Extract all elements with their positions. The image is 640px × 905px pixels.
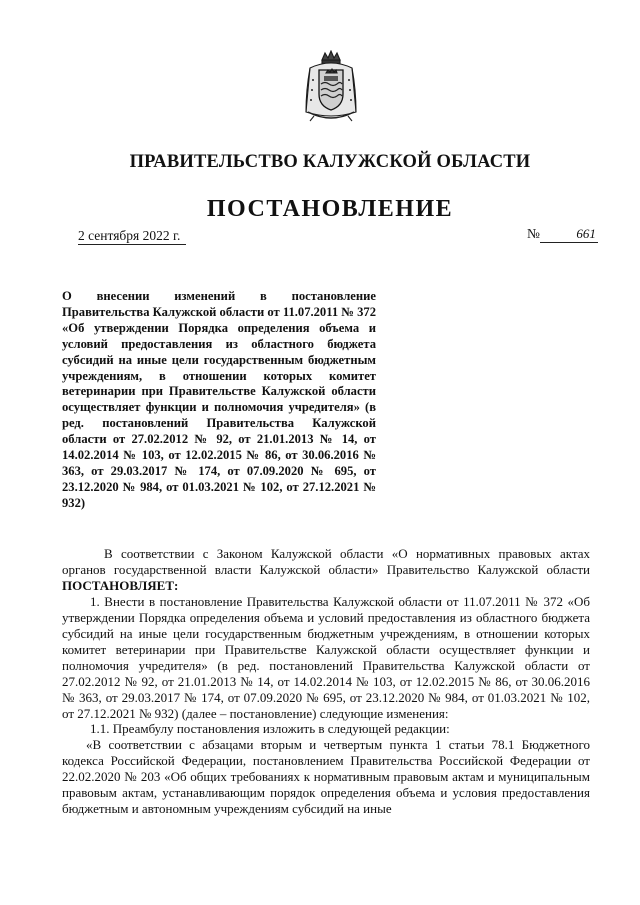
document-subject: О внесении изменений в постановление Правительства Калужской области от 11.07.2011 № 372 «Об утверждении Порядка определения объема и условий предоставления из областного бюджета субсидий на иные цели государственным бюджетным учреждениям, в отношении которых комитет ветеринарии при Правительстве Калужской области осуществляет функции и полномочия учредителя» (в ред. постановлений Правительства Калужской области от 27.02.2012 № 92, от 21.01.2013 № 14, от 14.02.2014 № 103, от 12.02.2015 № 86, от 30.06.2016 № 363, от 29.03.2017 № 174, от 07.09.2020 № 695, от 23.12.2020 № 984, от 01.03.2021 № 102, от 27.12.2021 № 932) [62,289,376,510]
document-date: 2 сентября 2022 г. [78,228,186,245]
government-title: ПРАВИТЕЛЬСТВО КАЛУЖСКОЙ ОБЛАСТИ [129,152,531,172]
item-1-paragraph: 1. Внести в постановление Правительства Калужской области от 11.07.2011 № 372 «Об утверждении Порядка определения объема и условий предоставления из областного бюджета субсидий на иные цели государственным бюджетным учреждениям, в отношении которых комитет ветеринарии при Правительстве Калужской области осуществляет функции и полномочия учредителя» (в ред. постановлений Правительства Калужской области от 27.02.2012 № 92, от 21.01.2013 № 14, от 14.02.2014 № 103, от 12.02.2015 № 86, от 30.06.2016 № 363, от 29.03.2017 № 174, от 07.09.2020 № 695, от 23.12.2020 № 984, от 01.03.2021 № 102, от 27.12.2021 № 932) (далее – постановление) следующие изменения: [62,593,590,721]
document-body [62,546,590,817]
resolves-keyword: ПОСТАНОВЛЯЕТ: [62,577,179,593]
document-type-title: ПОСТАНОВЛЕНИЕ [206,196,454,222]
preamble-paragraph [62,546,590,594]
quoted-preamble-paragraph: «В соответствии с абзацами вторым и четвертым пункта 1 статьи 78.1 Бюджетного кодекса Российской Федерации, постановлением Правительства Российской Федерации от 22.02.2020 № 203 «Об общих требованиях к нормативным правовым актам и муниципальным правовым актам, устанавливающим порядок определения объема и условия предоставления бюджетным и автономным учреждениям субсидий на иные [62,737,590,817]
item-1-1-paragraph: 1.1. Преамбулу постановления изложить в следующей редакции: [90,721,450,737]
document-number [527,226,598,243]
preamble-text: В соответствии с Законом Калужской области «О нормативных правовых актах органов государственной власти Калужской области» Правительство Калужской области [62,546,590,577]
number-value: 661 [540,226,598,243]
number-sign: № [527,226,540,241]
coat-of-arms-icon [302,50,360,122]
